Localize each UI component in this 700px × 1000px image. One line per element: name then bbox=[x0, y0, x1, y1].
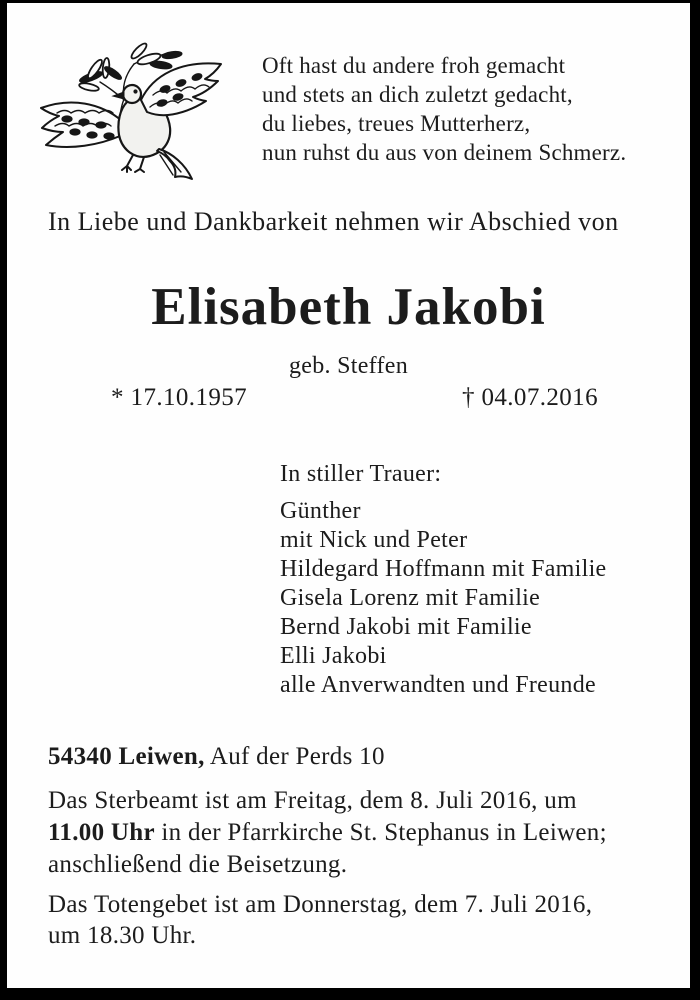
mourner-name: alle Anverwandten und Freunde bbox=[280, 672, 596, 698]
mourner-name: Gisela Lorenz mit Familie bbox=[280, 585, 541, 611]
dove-olive-branch-icon bbox=[29, 37, 234, 195]
obituary-notice bbox=[7, 3, 690, 988]
mourner-name: Günther bbox=[280, 498, 361, 524]
mourner-name: mit Nick und Peter bbox=[280, 527, 468, 553]
mourners-list bbox=[280, 497, 607, 700]
mourning-header: In stiller Trauer: bbox=[280, 461, 442, 487]
dove-icon bbox=[29, 37, 234, 195]
poem-line: nun ruhst du aus von deinem Schmerz. bbox=[262, 140, 627, 165]
mourner-name: Bernd Jakobi mit Familie bbox=[280, 614, 532, 640]
farewell-intro: In Liebe und Dankbarkeit nehmen wir Abschied von bbox=[48, 207, 619, 236]
memorial-poem bbox=[262, 51, 626, 167]
birth-date: * 17.10.1957 bbox=[111, 384, 248, 411]
mourner-name: Elli Jakobi bbox=[280, 643, 387, 669]
life-dates bbox=[7, 384, 690, 412]
funeral-mass-info: Das Sterbeamt ist am Freitag, dem 8. Juli 2016, um 11.00 Uhr in der Pfarrkirche St. Stephanus in Leiwen; anschließend die Beisetzung. bbox=[48, 787, 607, 878]
deceased-name: Elisabeth Jakobi bbox=[151, 278, 546, 336]
poem-line: Oft hast du andere froh gemacht bbox=[262, 53, 566, 78]
poem-line: du liebes, treues Mutterherz, bbox=[262, 111, 531, 136]
death-date: † 04.07.2016 bbox=[461, 384, 598, 411]
poem-line: und stets an dich zuletzt gedacht, bbox=[262, 82, 573, 107]
prayer-info: Das Totengebet ist am Donnerstag, dem 7. Juli 2016, um 18.30 Uhr. bbox=[48, 891, 593, 949]
mourner-name: Hildegard Hoffmann mit Familie bbox=[280, 556, 607, 582]
address-line: 54340 Leiwen, Auf der Perds 10 bbox=[48, 743, 385, 770]
maiden-name: geb. Steffen bbox=[288, 353, 409, 379]
